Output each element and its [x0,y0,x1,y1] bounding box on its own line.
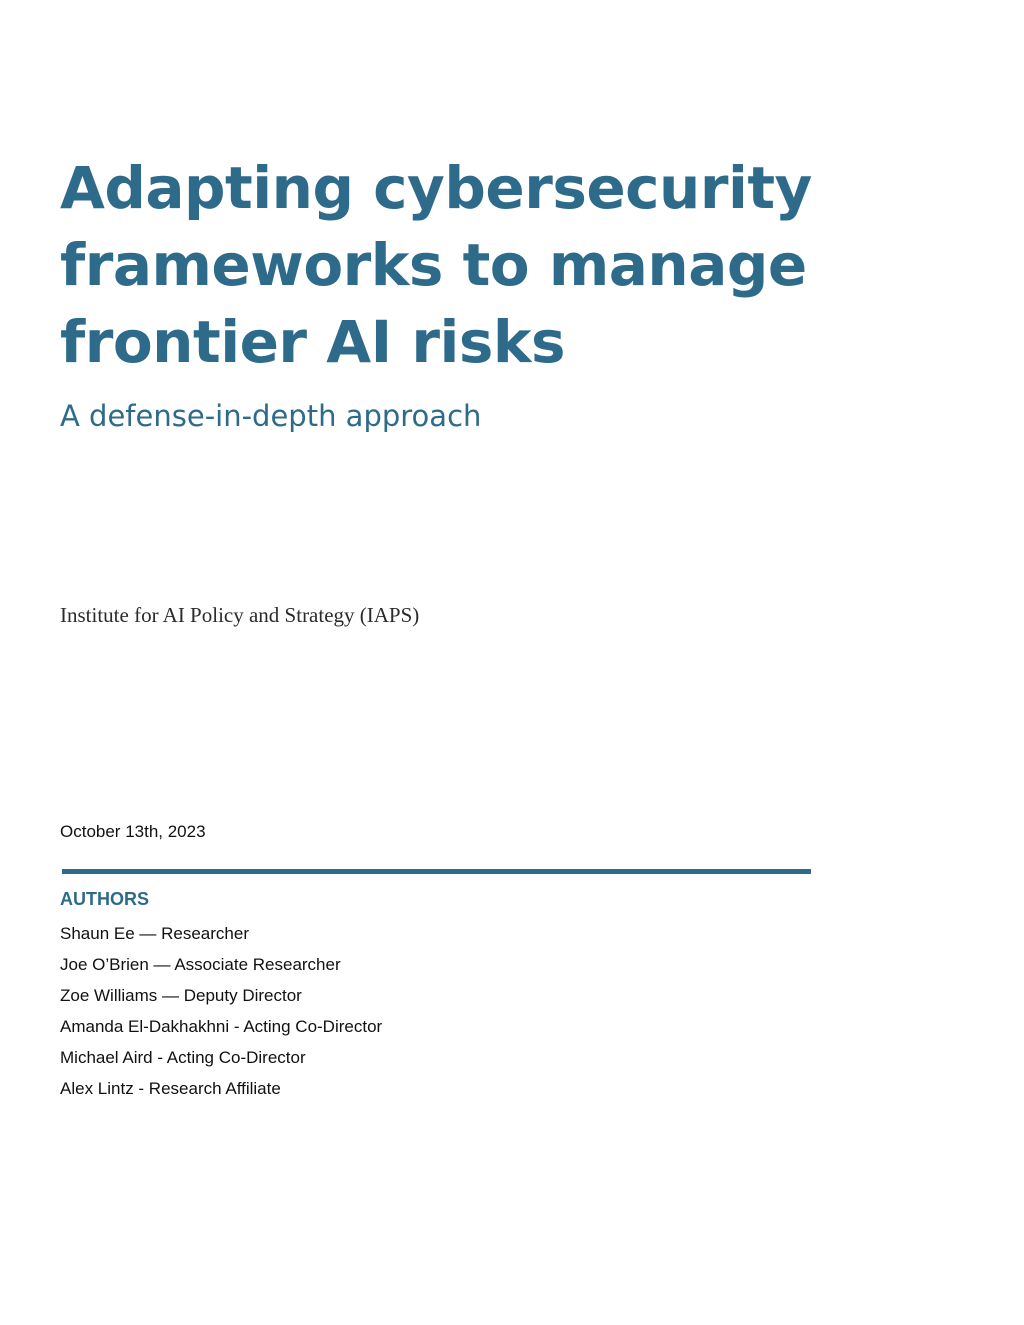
author-item: Michael Aird - Acting Co-Director [60,1048,306,1067]
section-divider [62,869,811,874]
document-subtitle: A defense-in-depth approach [60,399,482,433]
author-item: Joe O’Brien — Associate Researcher [60,955,341,974]
institute-name: Institute for AI Policy and Strategy (IAPS) [60,603,420,627]
author-item: Amanda El-Dakhakhni - Acting Co-Director [60,1017,383,1036]
authors-list [60,918,382,1104]
document-title: Adapting cybersecurity frameworks to manage frontier AI risks [60,154,812,376]
author-item: Zoe Williams — Deputy Director [60,986,302,1005]
authors-heading: AUTHORS [60,889,149,909]
publication-date: October 13th, 2023 [60,822,206,841]
author-item: Shaun Ee — Researcher [60,924,249,943]
author-item: Alex Lintz - Research Affiliate [60,1079,281,1098]
